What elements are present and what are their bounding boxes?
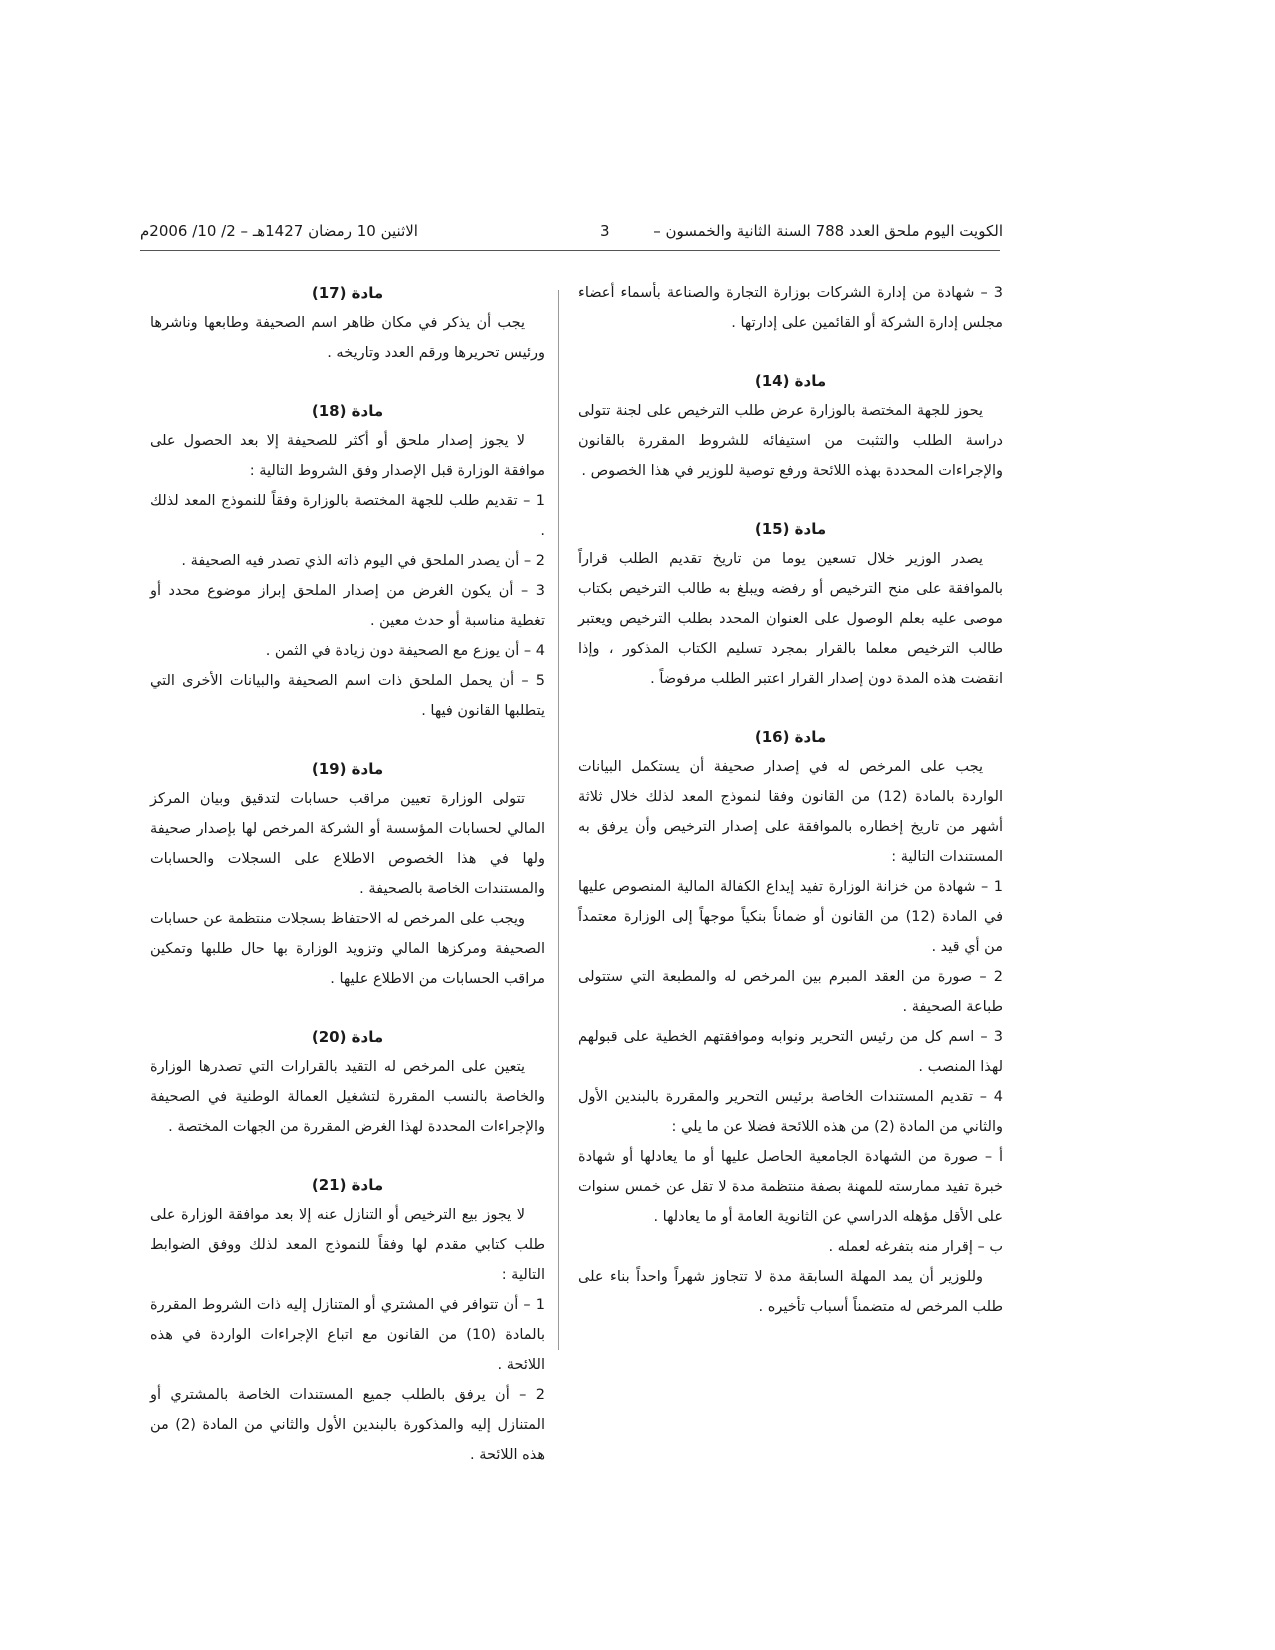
article-19	[150, 754, 545, 994]
article-18-item: 2 – أن يصدر الملحق في اليوم ذاته الذي تصدر فيه الصحيفة .	[181, 553, 545, 569]
article-18-item: 1 – تقديم طلب للجهة المختصة بالوزارة وفقاً للنموذج المعد لذلك .	[150, 493, 545, 539]
header-rule	[140, 250, 1000, 251]
article-14-body: يحوز للجهة المختصة بالوزارة عرض طلب الترخيص على لجنة تتولى دراسة الطلب والتثبت من استيفائه للشروط المقررة بالقانون والإجراءات المحددة بهذه اللائحة ورفع توصية للوزير في هذا الخصوص .	[578, 403, 1003, 479]
article-15-body: يصدر الوزير خلال تسعين يوما من تاريخ تقديم الطلب قراراً بالموافقة على منح الترخيص أو رفضه ويبلغ به طالب الترخيص بكتاب موصى عليه بعلم الوصول على العنوان المحدد بطلب الترخيص ويعتبر طالب الترخيص معلما بالقرار بمجرد تسليم الكتاب المذكور ، وإذا انقضت هذه المدة دون إصدار القرار اعتبر الطلب مرفوضاً .	[578, 551, 1003, 687]
article-17-body: يجب أن يذكر في مكان ظاهر اسم الصحيفة وطابعها وناشرها ورئيس تحريرها ورقم العدد وتاريخه .	[150, 315, 545, 361]
article-14-heading: مادة (14)	[754, 372, 827, 390]
article-16-item: أ – صورة من الشهادة الجامعية الحاصل عليها أو ما يعادلها أو شهادة خبرة تفيد ممارسته للمهنة بصفة منتظمة مدة لا تقل عن خمس سنوات على الأقل مؤهله الدراسي عن الثانوية العامة أو ما يعادلها .	[578, 1149, 1003, 1225]
article-16-heading: مادة (16)	[754, 728, 827, 746]
column-divider	[558, 290, 559, 1350]
article-16-item: 3 – اسم كل من رئيس التحرير ونوابه وموافقتهم الخطية على قبولهم لهذا المنصب .	[578, 1029, 1003, 1075]
article-16-item: 2 – صورة من العقد المبرم بين المرخص له والمطبعة التي ستتولى طباعة الصحيفة .	[578, 969, 1003, 1015]
article-18-heading: مادة (18)	[311, 402, 384, 420]
article-15	[578, 514, 1003, 694]
article-16-item: ب – إقرار منه بتفرغه لعمله .	[828, 1239, 1003, 1255]
article-18-intro: لا يجوز إصدار ملحق أو أكثر للصحيفة إلا بعد الحصول على موافقة الوزارة قبل الإصدار وفق الشروط التالية :	[150, 433, 545, 479]
article-19-heading: مادة (19)	[311, 760, 384, 778]
article-16-item: 4 – تقديم المستندات الخاصة برئيس التحرير والمقررة بالبندين الأول والثاني من المادة (2) من هذه اللائحة فضلا عن ما يلي :	[578, 1089, 1003, 1135]
article-21-intro: لا يجوز بيع الترخيص أو التنازل عنه إلا بعد موافقة الوزارة على طلب كتابي مقدم لها وفقاً للنموذج المعد لذلك ووفق الضوابط التالية :	[150, 1207, 545, 1283]
article-18-item: 5 – أن يحمل الملحق ذات اسم الصحيفة والبيانات الأخرى التي يتطلبها القانون فيها .	[150, 673, 545, 719]
article-17	[150, 278, 545, 368]
article-15-heading: مادة (15)	[754, 520, 827, 538]
article-20	[150, 1022, 545, 1142]
article-21-item: 1 – أن تتوافر في المشتري أو المتنازل إليه ذات الشروط المقررة بالمادة (10) من القانون مع اتباع الإجراءات الواردة في هذه اللائحة .	[150, 1297, 545, 1373]
article-18-item: 4 – أن يوزع مع الصحيفة دون زيادة في الثمن .	[265, 643, 545, 659]
article-16-item: 1 – شهادة من خزانة الوزارة تفيد إيداع الكفالة المالية المنصوص عليها في المادة (12) من القانون أو ضماناً بنكياً موجهاً إلى الوزارة معتمداً من أي قيد .	[578, 879, 1003, 955]
article-17-heading: مادة (17)	[311, 284, 384, 302]
article-19-paragraph: تتولى الوزارة تعيين مراقب حسابات لتدقيق وبيان المركز المالي لحسابات المؤسسة أو الشركة المرخص لها بإصدار صحيفة ولها في هذا الخصوص الاطلاع على السجلات والحسابات والمستندات الخاصة بالصحيفة .	[150, 791, 545, 897]
article-16	[578, 722, 1003, 1322]
article-20-heading: مادة (20)	[311, 1028, 384, 1046]
header-publication-info: الكويت اليوم ملحق العدد 788 السنة الثانية والخمسون –	[653, 222, 1003, 240]
article-21-heading: مادة (21)	[311, 1176, 384, 1194]
header-date: الاثنين 10 رمضان 1427هـ – 2/ 10/ 2006م	[140, 222, 418, 240]
page-number: 3	[600, 222, 610, 240]
article-18-item: 3 – أن يكون الغرض من إصدار الملحق إبراز موضوع محدد أو تغطية مناسبة أو حدث معين .	[150, 583, 545, 629]
article-21-item: 2 – أن يرفق بالطلب جميع المستندات الخاصة بالمشتري أو المتنازل إليه والمذكورة بالبندين الأول والثاني من المادة (2) من هذه اللائحة .	[150, 1387, 545, 1463]
article-18	[150, 396, 545, 726]
right-column	[578, 278, 1003, 1322]
article-20-body: يتعين على المرخص له التقيد بالقرارات التي تصدرها الوزارة والخاصة بالنسب المقررة لتشغيل العمالة الوطنية في الصحيفة والإجراءات المحددة لهذا الغرض المقررة من الجهات المختصة .	[150, 1059, 545, 1135]
article-14	[578, 366, 1003, 486]
article-21	[150, 1170, 545, 1470]
left-column	[150, 278, 545, 1470]
article-16-intro: يجب على المرخص له في إصدار صحيفة أن يستكمل البيانات الواردة بالمادة (12) من القانون وفقا لنموذج المعد لذلك خلال ثلاثة أشهر من تاريخ إخطاره بالموافقة على إصدار الترخيص وأن يرفق به المستندات التالية :	[578, 759, 1003, 865]
article-19-paragraph: ويجب على المرخص له الاحتفاظ بسجلات منتظمة عن حسابات الصحيفة ومركزها المالي وتزويد الوزارة بها حال طلبها وتمكين مراقب الحسابات من الاطلاع عليها .	[150, 911, 545, 987]
article13-item3: 3 – شهادة من إدارة الشركات بوزارة التجارة والصناعة بأسماء أعضاء مجلس إدارة الشركة أو القائمين على إدارتها .	[578, 285, 1003, 331]
article-16-closing: وللوزير أن يمد المهلة السابقة مدة لا تتجاوز شهراً واحداً بناء على طلب المرخص له متضمناً أسباب تأخيره .	[578, 1269, 1003, 1315]
